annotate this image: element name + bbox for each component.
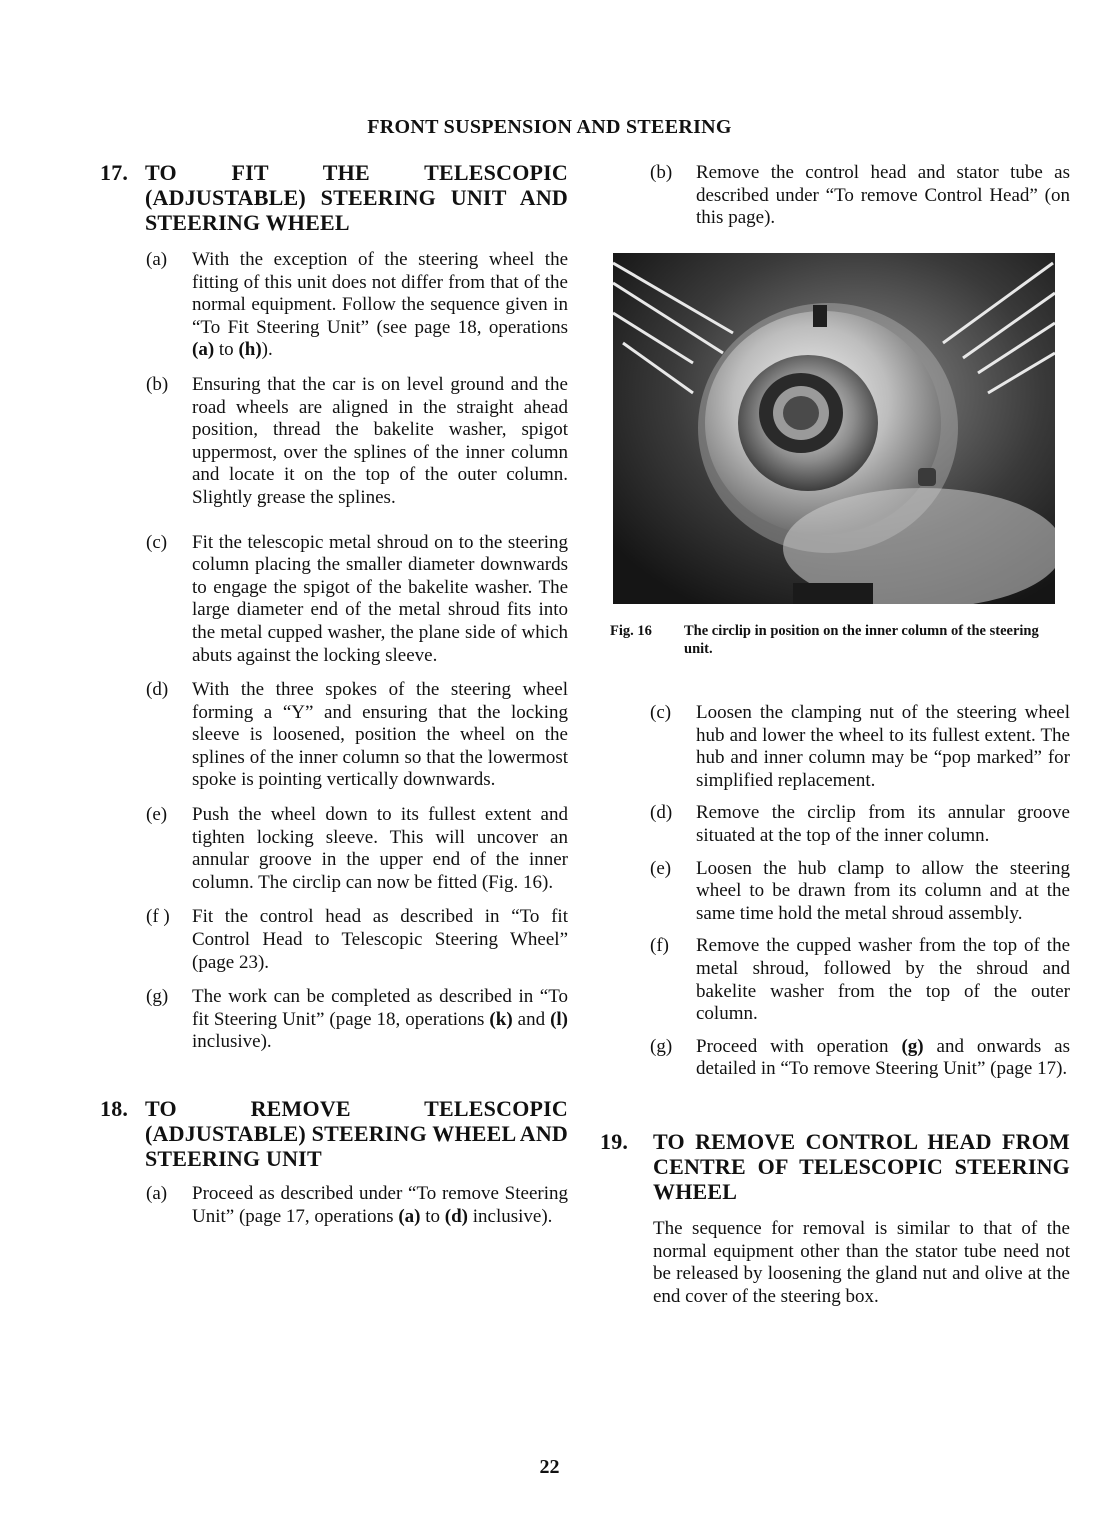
step-label: (b) xyxy=(650,162,673,183)
step-text: Fit the control head as described in “To fit Control Head to Telescopic Steering Wheel” (page 23). xyxy=(192,906,568,973)
section-18-title: TO REMOVE TELESCOPIC (ADJUSTABLE) STEERING WHEEL AND STEERING UNIT xyxy=(145,1096,568,1171)
right-column-bottom xyxy=(600,702,1070,1308)
step-18c xyxy=(600,702,1070,792)
step-label: (f) xyxy=(650,935,669,957)
step-text xyxy=(696,1036,1070,1080)
step-label: (e) xyxy=(650,857,672,879)
step-label: (d) xyxy=(146,679,169,701)
section-19-title: TO REMOVE CONTROL HEAD FROM CENTRE OF TELESCOPIC STEERING WHEEL xyxy=(653,1128,1070,1204)
section-18-heading xyxy=(100,1096,568,1171)
step-17a xyxy=(100,249,568,362)
step-text-mid: and xyxy=(512,1008,551,1030)
step-text xyxy=(192,1183,568,1227)
step-17b xyxy=(100,374,568,510)
section-18-number: 18. xyxy=(100,1096,129,1121)
operation-ref: (a) xyxy=(192,339,215,361)
section-19-heading xyxy=(600,1129,1070,1204)
step-18f xyxy=(600,935,1070,1025)
step-text-end: and onwards as detailed in “To remove Steering Unit” (page 17). xyxy=(696,1035,1070,1080)
step-text: Fit the telescopic metal shroud on to the steering column placing the smaller diameter downwards to engage the spigot of the bakelite washer. The large diameter end of the metal shroud fits into the metal cupped washer, the plane side of which abuts against the locking sleeve. xyxy=(192,531,568,666)
operation-ref: (a) xyxy=(398,1205,421,1227)
step-text: Ensuring that the car is on level ground and the road wheels are aligned in the straight ahead position, thread the bakelite washer, spigot uppermost, over the splines of the inner column and locate it on the top of the outer column. Slightly grease the splines. xyxy=(192,373,568,508)
step-18e xyxy=(600,858,1070,926)
step-text-body: The work can be completed as described in “To fit Steering Unit” (page 18, operations xyxy=(192,986,568,1030)
clamp-nut xyxy=(918,468,936,486)
step-18a xyxy=(100,1183,568,1228)
step-17d xyxy=(100,679,568,792)
running-head: FRONT SUSPENSION AND STEERING xyxy=(367,116,732,138)
step-text-mid: to xyxy=(420,1205,445,1227)
section-18-steps-right xyxy=(600,702,1070,1081)
step-18d xyxy=(600,802,1070,847)
section-17-heading xyxy=(100,160,568,235)
step-label: (a) xyxy=(146,249,168,270)
hub-notch xyxy=(813,305,827,327)
step-18b xyxy=(600,162,1070,230)
step-label: (b) xyxy=(146,373,169,395)
step-text: Remove the cupped washer from the top of the metal shroud, followed by the shroud and bakelite washer from the top of the outer column. xyxy=(696,935,1070,1025)
step-text xyxy=(192,986,568,1052)
column-base xyxy=(793,583,873,604)
step-label: (e) xyxy=(146,804,168,826)
step-label: (f ) xyxy=(146,906,170,928)
step-17f xyxy=(100,906,568,974)
operation-ref: (h) xyxy=(238,339,262,361)
operation-ref: (d) xyxy=(444,1205,468,1227)
step-text-body: Proceed as described under “To remove Steering Unit” (page 17, operations xyxy=(192,1183,568,1227)
step-text: Loosen the clamping nut of the steering wheel hub and lower the wheel to its fullest extent. The hub and inner column may be “pop marked” for simplified replacement. xyxy=(696,702,1070,791)
left-column xyxy=(100,160,568,1228)
step-text-end: inclusive). xyxy=(467,1205,553,1227)
step-text-end: inclusive). xyxy=(192,1031,272,1053)
step-text: Remove the control head and stator tube as described under “To remove Control Head” (on this page). xyxy=(696,162,1070,229)
step-text: Loosen the hub clamp to allow the steering wheel to be drawn from its column and at the same time hold the metal shroud assembly. xyxy=(696,857,1070,924)
step-text-end: ). xyxy=(261,339,273,361)
step-text-mid: to xyxy=(214,339,239,361)
operation-ref: (g) xyxy=(901,1035,924,1057)
step-label: (c) xyxy=(146,531,168,553)
section-17-steps xyxy=(100,249,568,1054)
step-text: Push the wheel down to its fullest extent and tighten locking sleeve. This will uncover an annular groove in the upper end of the inner column. The circlip can now be fitted (Fig. 16). xyxy=(192,804,568,893)
step-label: (d) xyxy=(650,802,673,824)
step-label: (g) xyxy=(146,986,169,1008)
step-label: (c) xyxy=(650,702,672,723)
section-19-body: The sequence for removal is similar to that of the normal equipment other than the stator tube need not be released by loosening the gland nut and olive at the end cover of the steering box. xyxy=(653,1217,1070,1307)
section-17-title: TO FIT THE TELESCOPIC (ADJUSTABLE) STEERING UNIT AND STEERING WHEEL xyxy=(145,160,568,235)
step-text-body: Proceed with operation xyxy=(696,1035,902,1057)
figure-16-photo xyxy=(613,253,1055,604)
step-17e xyxy=(100,804,568,894)
figure-16-caption xyxy=(610,622,1068,658)
step-17c xyxy=(100,532,568,668)
section-18-steps-left xyxy=(100,1183,568,1228)
operation-ref: (k) xyxy=(489,1008,513,1030)
figure-caption-text: The circlip in position on the inner column of the steering unit. xyxy=(684,623,1039,657)
section-19-number: 19. xyxy=(600,1128,629,1154)
section-18-steps-top xyxy=(600,162,1070,230)
operation-ref: (l) xyxy=(550,1008,568,1030)
step-label: (g) xyxy=(650,1035,673,1057)
section-17-number: 17. xyxy=(100,160,129,185)
figure-number: Fig. 16 xyxy=(610,623,652,639)
step-18g xyxy=(600,1036,1070,1081)
step-17g xyxy=(100,986,568,1054)
step-label: (a) xyxy=(146,1183,168,1204)
step-text: Remove the circlip from its annular groove situated at the top of the inner column. xyxy=(696,802,1070,846)
step-text: With the three spokes of the steering wheel forming a “Y” and ensuring that the locking sleeve is loosened, position the wheel on the splines of the inner column so that the lowermost spoke is pointing vertically downwards. xyxy=(192,679,568,791)
page-number: 22 xyxy=(539,1456,560,1478)
column-centre xyxy=(783,396,819,430)
right-column-top xyxy=(600,162,1070,230)
step-text-body: With the exception of the steering wheel the fitting of this unit does not differ from that of the normal equipment. Follow the sequence given in “To Fit Steering Unit” (see page 18, operations xyxy=(192,249,568,338)
step-text xyxy=(192,249,568,360)
steering-column-photo xyxy=(613,253,1055,604)
